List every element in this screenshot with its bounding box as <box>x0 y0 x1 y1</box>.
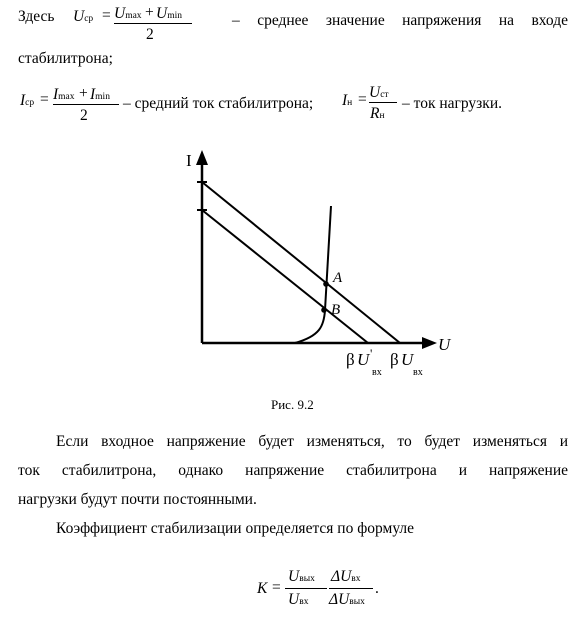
svg-text:вх: вх <box>413 367 423 378</box>
zener-curve <box>295 206 331 343</box>
k-symbol: K <box>257 580 268 597</box>
x-tick-label-beta-u-in-prime <box>346 346 382 378</box>
point-a-dot <box>323 281 329 287</box>
svg-text:U: U <box>401 350 414 369</box>
u-avg-description-cont: стабилитрона; <box>18 50 113 67</box>
equals-sign: = <box>40 91 49 108</box>
u-avg-fraction: Umax + Umin 2 <box>114 5 192 45</box>
x-tick-label-beta-u-in <box>390 350 423 378</box>
svg-text:β: β <box>346 350 355 369</box>
i-avg-description: – средний ток стабилитрона; <box>123 95 314 112</box>
point-b-dot <box>321 307 327 313</box>
fraction-numerator: Umax <box>114 5 142 22</box>
point-a-label: A <box>333 270 343 286</box>
period: . <box>375 580 379 597</box>
load-line-upper <box>202 182 400 343</box>
i-avg-symbol: Iср <box>20 92 35 109</box>
plus-sign: + <box>145 4 154 21</box>
x-axis-arrow <box>422 337 437 349</box>
equals-sign: = <box>102 7 111 24</box>
u-avg-description: – среднее значение напряжения на входе <box>232 12 568 29</box>
i-avg-fraction: Imax + Imin 2 <box>53 86 119 126</box>
svg-text:': ' <box>370 346 373 361</box>
i-load-fraction: Uст Rн <box>369 84 397 124</box>
svg-text:β: β <box>390 350 399 369</box>
i-load-description: – ток нагрузки. <box>402 95 503 112</box>
svg-text:U: U <box>357 350 370 369</box>
fraction-duvh-duvyh: ΔUвх ΔUвых <box>329 568 373 614</box>
y-axis-label: I <box>186 151 192 170</box>
y-axis-arrow <box>196 150 208 165</box>
paragraph-1-line-2: ток стабилитрона, однако напряжение стабилитрона и напряжение <box>18 462 568 479</box>
i-load-symbol: Iн <box>342 92 353 109</box>
fraction-denominator: 2 <box>146 26 154 43</box>
x-axis-label: U <box>438 335 451 354</box>
stabilization-formula <box>257 568 397 616</box>
paragraph-1-line-1: Если входное напряжение будет изменяться, то будет изменяться и <box>56 433 568 450</box>
svg-text:вх: вх <box>372 367 382 378</box>
equals-sign: = <box>272 579 281 596</box>
point-b-label: B <box>331 302 341 318</box>
fraction-uvyh-uvh: Uвых Uвх <box>285 568 327 614</box>
paragraph-2: Коэффициент стабилизации определяется по формуле <box>56 520 415 537</box>
paragraph-1-line-3: нагрузки будут почти постоянными. <box>18 491 257 508</box>
intro-word: Здесь <box>18 8 55 25</box>
figure-caption: Рис. 9.2 <box>271 397 314 412</box>
load-line-lower <box>202 210 368 343</box>
u-avg-symbol: Uср <box>73 8 94 25</box>
